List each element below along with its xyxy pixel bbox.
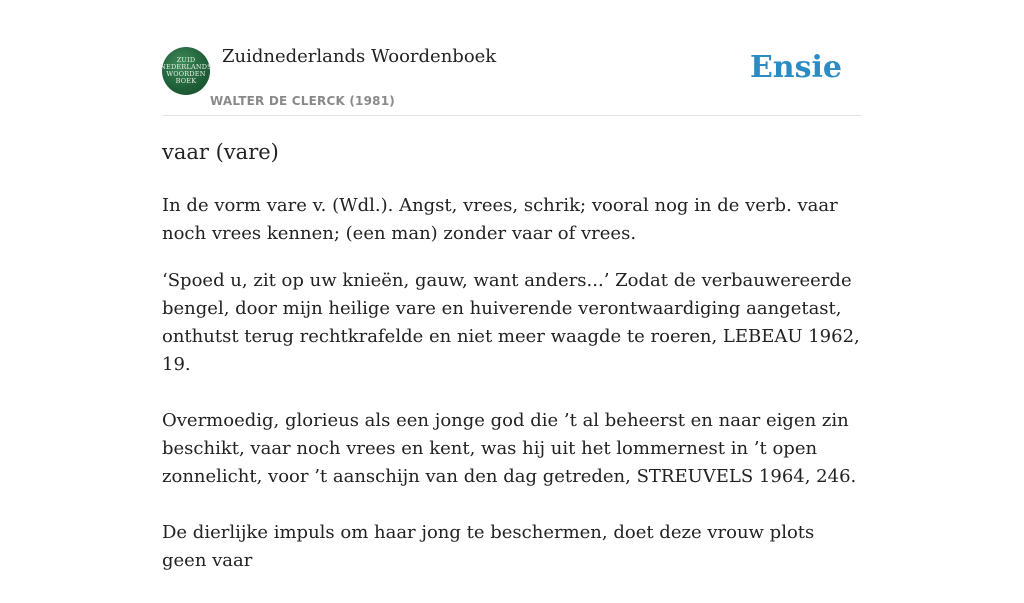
header xyxy=(162,0,862,116)
book-author: WALTER DE CLERCK (1981) xyxy=(210,94,395,108)
ensie-logo-link[interactable]: Ensie xyxy=(749,50,842,85)
entry-title: vaar (vare) xyxy=(162,140,279,164)
quotes-list xyxy=(162,267,862,603)
logo-text-line: NEDERLANDS xyxy=(160,63,212,71)
logo-text-line: WOORDEN xyxy=(166,70,206,78)
book-title-link[interactable]: Zuidnederlands Woordenboek xyxy=(222,46,497,67)
entry-definition: In de vorm vare v. (Wdl.). Angst, vrees, schrik; vooral nog in de verb. vaar noch vrees kennen; (een man) zonder vaar of vrees. xyxy=(162,195,838,244)
logo-text-line: ZUID xyxy=(176,56,196,64)
book-logo[interactable] xyxy=(162,47,210,95)
quote-item: De dierlijke impuls om haar jong te beschermen, doet deze vrouw plots geen vaar xyxy=(162,522,815,571)
page xyxy=(160,0,862,571)
quote-item: Overmoedig, glorieus als een jonge god die ’t al beheerst en naar eigen zin beschikt, vaar noch vrees en kent, was hij uit het lommernest in ’t open zonnelicht, voor ’t aanschijn van den dag getreden, STREUVELS 1964, 246. xyxy=(162,410,857,487)
quote-item: ‘Spoed u, zit op uw knieën, gauw, want anders...’ Zodat de verbauwereerde bengel, door mijn heilige vare en huiverende verontwaardiging aangetast, onthutst terug rechtkrafelde en niet meer waagde te roeren, LEBEAU 1962, 19. xyxy=(162,270,860,375)
logo-text-line: BOEK xyxy=(175,77,197,85)
